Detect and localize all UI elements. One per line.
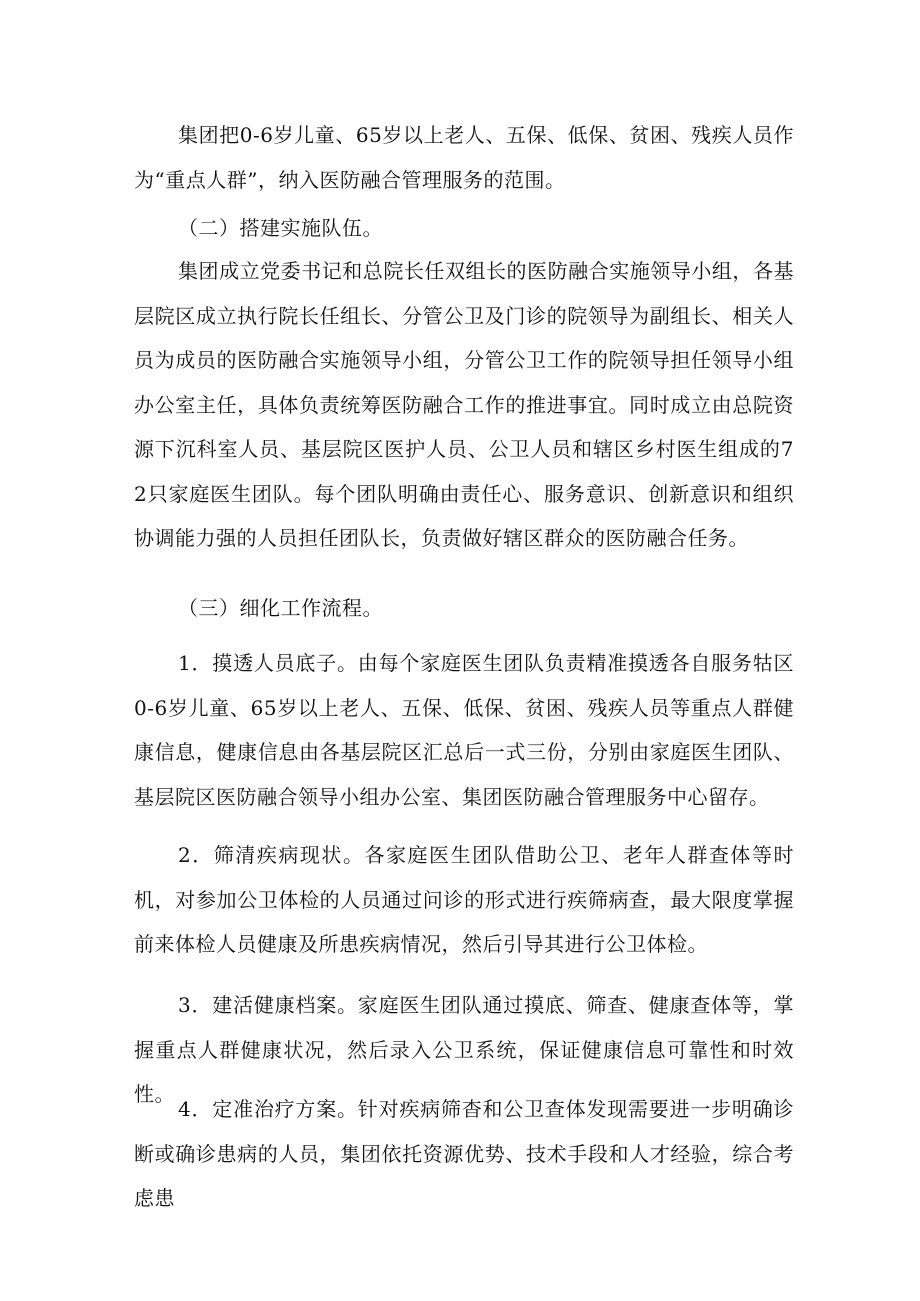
paragraph-key-population: 集团把0-6岁儿童、65岁以上老人、五保、低保、贫困、残疾人员作为“重点人群”，纳入医防融合管理服务的范围。 xyxy=(134,123,794,192)
workflow-item-4: 4．定准治疗方案。针对疾病筛杳和公卫查体发现需要进一步明确诊断或确诊患病的人员，集团依托资源优势、技术手段和人才经验，综合考虑患 xyxy=(134,1097,794,1210)
section-heading-workflow: （三）细化工作流程。 xyxy=(178,596,383,620)
paragraph-team-structure: 集团成立党委书记和总院长任双组长的医防融合实施领导小组，各基层院区成立执行院长任组长、分管公卫及门诊的院领导为副组长、相关人员为成员的医防融合实施领导小组，分管公卫工作的院领导担任领导小组办公室主任，具体负责统筹医防融合工作的推进事宜。同时成立由总院资源下沉科室人员、基层院区医护人员、公卫人员和辖区乡村医生组成的72只家庭医生团队。每个团队明确由责任心、服务意识、创新意识和组织协调能力强的人员担任团队长，负责做好辖区群众的医防融合任务。 xyxy=(134,259,794,550)
workflow-item-1: 1．摸透人员底子。由每个家庭医生团队负责精准摸透各自服务牯区0-6岁儿童、65岁以上老人、五保、低保、贫困、残疾人员等重点人群健康信息，健康信息由各基层院区汇总后一式三份，分别由家庭医生团队、基层院区医防融合领导小组办公室、集团医防融合管理服务中心留存。 xyxy=(134,651,794,809)
workflow-item-3: 3．建活健康档案。家庭医生团队通过摸底、筛查、健康查体等，掌握重点人群健康状况，然后录入公卫系统，保证健康信息可靠性和时效性。 xyxy=(134,993,794,1106)
section-heading-build-team: （二）搭建实施队伍。 xyxy=(178,216,383,240)
workflow-item-2: 2．筛清疾病现状。各家庭医生团队借助公卫、老年人群查体等时机，对参加公卫体检的人员通过问诊的形式进行疾筛病查，最大限度掌握前来体检人员健康及所患疾病情况，然后引导其进行公卫体检。 xyxy=(134,843,794,956)
